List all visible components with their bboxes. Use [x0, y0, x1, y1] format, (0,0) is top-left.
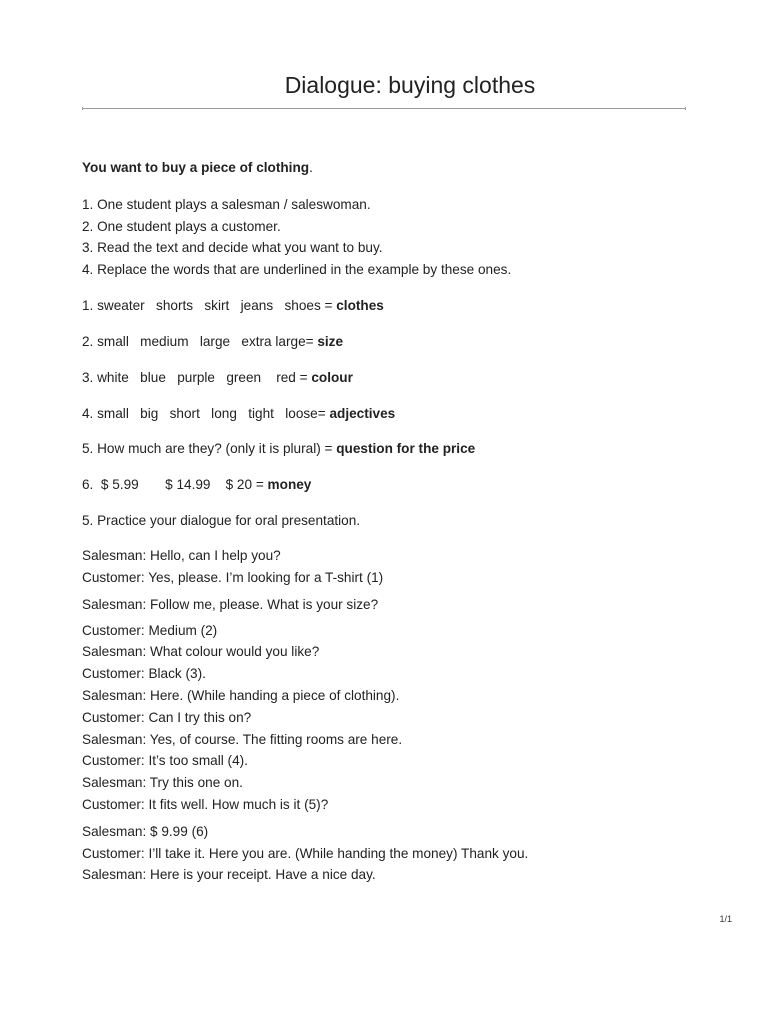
dialogue-line: Customer: I’ll take it. Here you are. (While handing the money) Thank you.	[82, 846, 529, 861]
word-list-text: 5. How much are they? (only it is plural) =	[82, 441, 337, 456]
dialogue-line: Customer: Yes, please. I’m looking for a T-shirt (1)	[82, 570, 384, 585]
dialogue-line: Customer: Can I try this on?	[82, 710, 252, 725]
intro-period: .	[309, 160, 313, 175]
dialogue-line: Salesman: $ 9.99 (6)	[82, 824, 209, 839]
intro-line	[82, 160, 313, 176]
dialogue-line: Customer: It fits well. How much is it (5)?	[82, 797, 329, 812]
word-list-text: 2. small medium large extra large=	[82, 334, 318, 349]
word-list-size	[82, 334, 343, 350]
word-list-price-question	[82, 441, 475, 457]
word-list-keyword: adjectives	[329, 406, 396, 421]
dialogue-line: Customer: Black (3).	[82, 666, 206, 681]
word-list-keyword: size	[317, 334, 344, 349]
page-title: Dialogue: buying clothes	[284, 72, 536, 98]
word-list-text: 6. $ 5.99 $ 14.99 $ 20 =	[82, 477, 268, 492]
step-3: 3. Read the text and decide what you want to buy.	[82, 240, 383, 255]
word-list-keyword: clothes	[336, 298, 384, 313]
practice-instruction: 5. Practice your dialogue for oral presentation.	[82, 513, 361, 528]
dialogue-line: Salesman: Follow me, please. What is your size?	[82, 597, 379, 612]
word-list-text: 4. small big short long tight loose=	[82, 406, 330, 421]
dialogue-line: Salesman: Try this one on.	[82, 775, 243, 790]
word-list-colour	[82, 370, 353, 386]
word-list-text: 3. white blue purple green red =	[82, 370, 312, 385]
word-list-keyword: money	[267, 477, 312, 492]
word-list-clothes	[82, 298, 384, 314]
dialogue-line: Customer: It’s too small (4).	[82, 753, 248, 768]
dialogue-line: Customer: Medium (2)	[82, 623, 218, 638]
dialogue-line: Salesman: Here is your receipt. Have a nice day.	[82, 867, 376, 882]
dialogue-line: Salesman: Here. (While handing a piece of clothing).	[82, 688, 400, 703]
word-list-keyword: colour	[311, 370, 353, 385]
step-4: 4. Replace the words that are underlined in the example by these ones.	[82, 262, 512, 277]
step-2: 2. One student plays a customer.	[82, 219, 281, 234]
dialogue-line: Salesman: Hello, can I help you?	[82, 548, 281, 563]
word-list-keyword: question for the price	[336, 441, 476, 456]
word-list-text: 1. sweater shorts skirt jeans shoes =	[82, 298, 337, 313]
step-1: 1. One student plays a salesman / saleswoman.	[82, 197, 371, 212]
dialogue-line: Salesman: Yes, of course. The fitting rooms are here.	[82, 732, 403, 747]
dialogue-line: Salesman: What colour would you like?	[82, 644, 320, 659]
page-number: 1/1	[719, 914, 732, 924]
intro-text: You want to buy a piece of clothing	[82, 160, 310, 175]
title-divider	[82, 108, 686, 109]
word-list-adjectives	[82, 406, 395, 422]
word-list-money	[82, 477, 311, 493]
